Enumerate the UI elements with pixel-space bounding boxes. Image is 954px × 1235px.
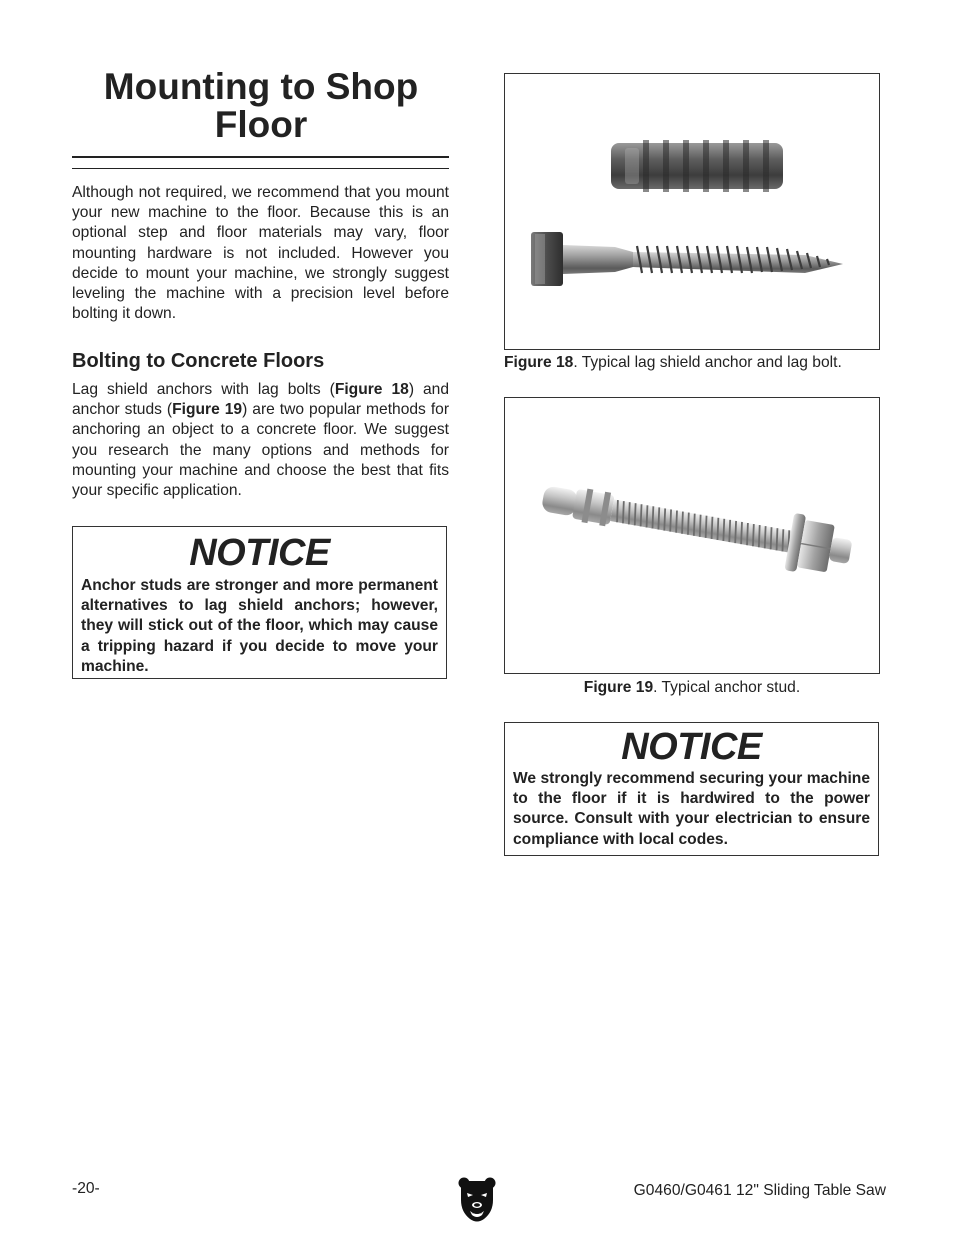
intro-paragraph: Although not required, we recommend that you mount your new machine to the floor. Because this is an optional step and floor materials may vary, floor mounting hardware is not included. However you decide to mount your machine, we strongly suggest leveling the machine with a precision level before bolting it down. [72, 184, 449, 323]
bolting-paragraph [72, 380, 449, 501]
bolting-text-part-1: Lag shield anchors with lag bolts ( [72, 381, 335, 398]
figure-18-reference: Figure 18 [334, 381, 409, 398]
page-number: -20- [72, 1180, 100, 1197]
page-title: Mounting to Shop Floor [103, 66, 419, 145]
figure-18-text: . Typical lag shield anchor and lag bolt. [573, 354, 842, 371]
figure-19-caption [504, 679, 880, 697]
title-divider [72, 156, 449, 169]
lag-shield-anchor [611, 140, 783, 192]
notice-box-tripping [72, 526, 447, 679]
lag-shield-and-lag-bolt-photo [505, 74, 879, 349]
notice-heading: NOTICE [189, 532, 330, 574]
figure-19-text: . Typical anchor stud. [653, 679, 801, 696]
section-heading: Bolting to Concrete Floors [72, 350, 325, 372]
figure-19-reference: Figure 19 [172, 401, 243, 419]
notice-body: Anchor studs are stronger and more permanent alternatives to lag shield anchors; however, they will stick out of the floor, which may cause a tripping hazard if you decide to move your machine. [81, 577, 438, 675]
bolting-text-part-2: ) and anchor studs ( [72, 381, 450, 419]
footer-model-name: G0460/G0461 12" Sliding Table Saw [633, 1182, 886, 1199]
notice-heading: NOTICE [621, 726, 762, 768]
figure-19-image [504, 397, 880, 674]
anchor-stud-photo [505, 398, 879, 673]
figure-18-image [504, 73, 880, 350]
figure-18-label: Figure 18 [504, 354, 574, 371]
notice-body: We strongly recommend securing your machine to the floor if it is hardwired to the power source. Consult with your electrician to ensure compliance with local codes. [513, 770, 870, 848]
figure-18-caption [504, 354, 884, 372]
notice-box-hardwired [504, 722, 879, 856]
lag-bolt [531, 232, 843, 286]
bear-head-logo-icon [458, 1176, 496, 1229]
anchor-stud [538, 470, 855, 581]
bolting-text-part-3: ) are two popular methods for anchoring an object to a concrete floor. We suggest you research the many options and methods for mounting your machine and choose the best that fits your specific application. [72, 401, 450, 500]
figure-19-label: Figure 19 [583, 679, 654, 696]
